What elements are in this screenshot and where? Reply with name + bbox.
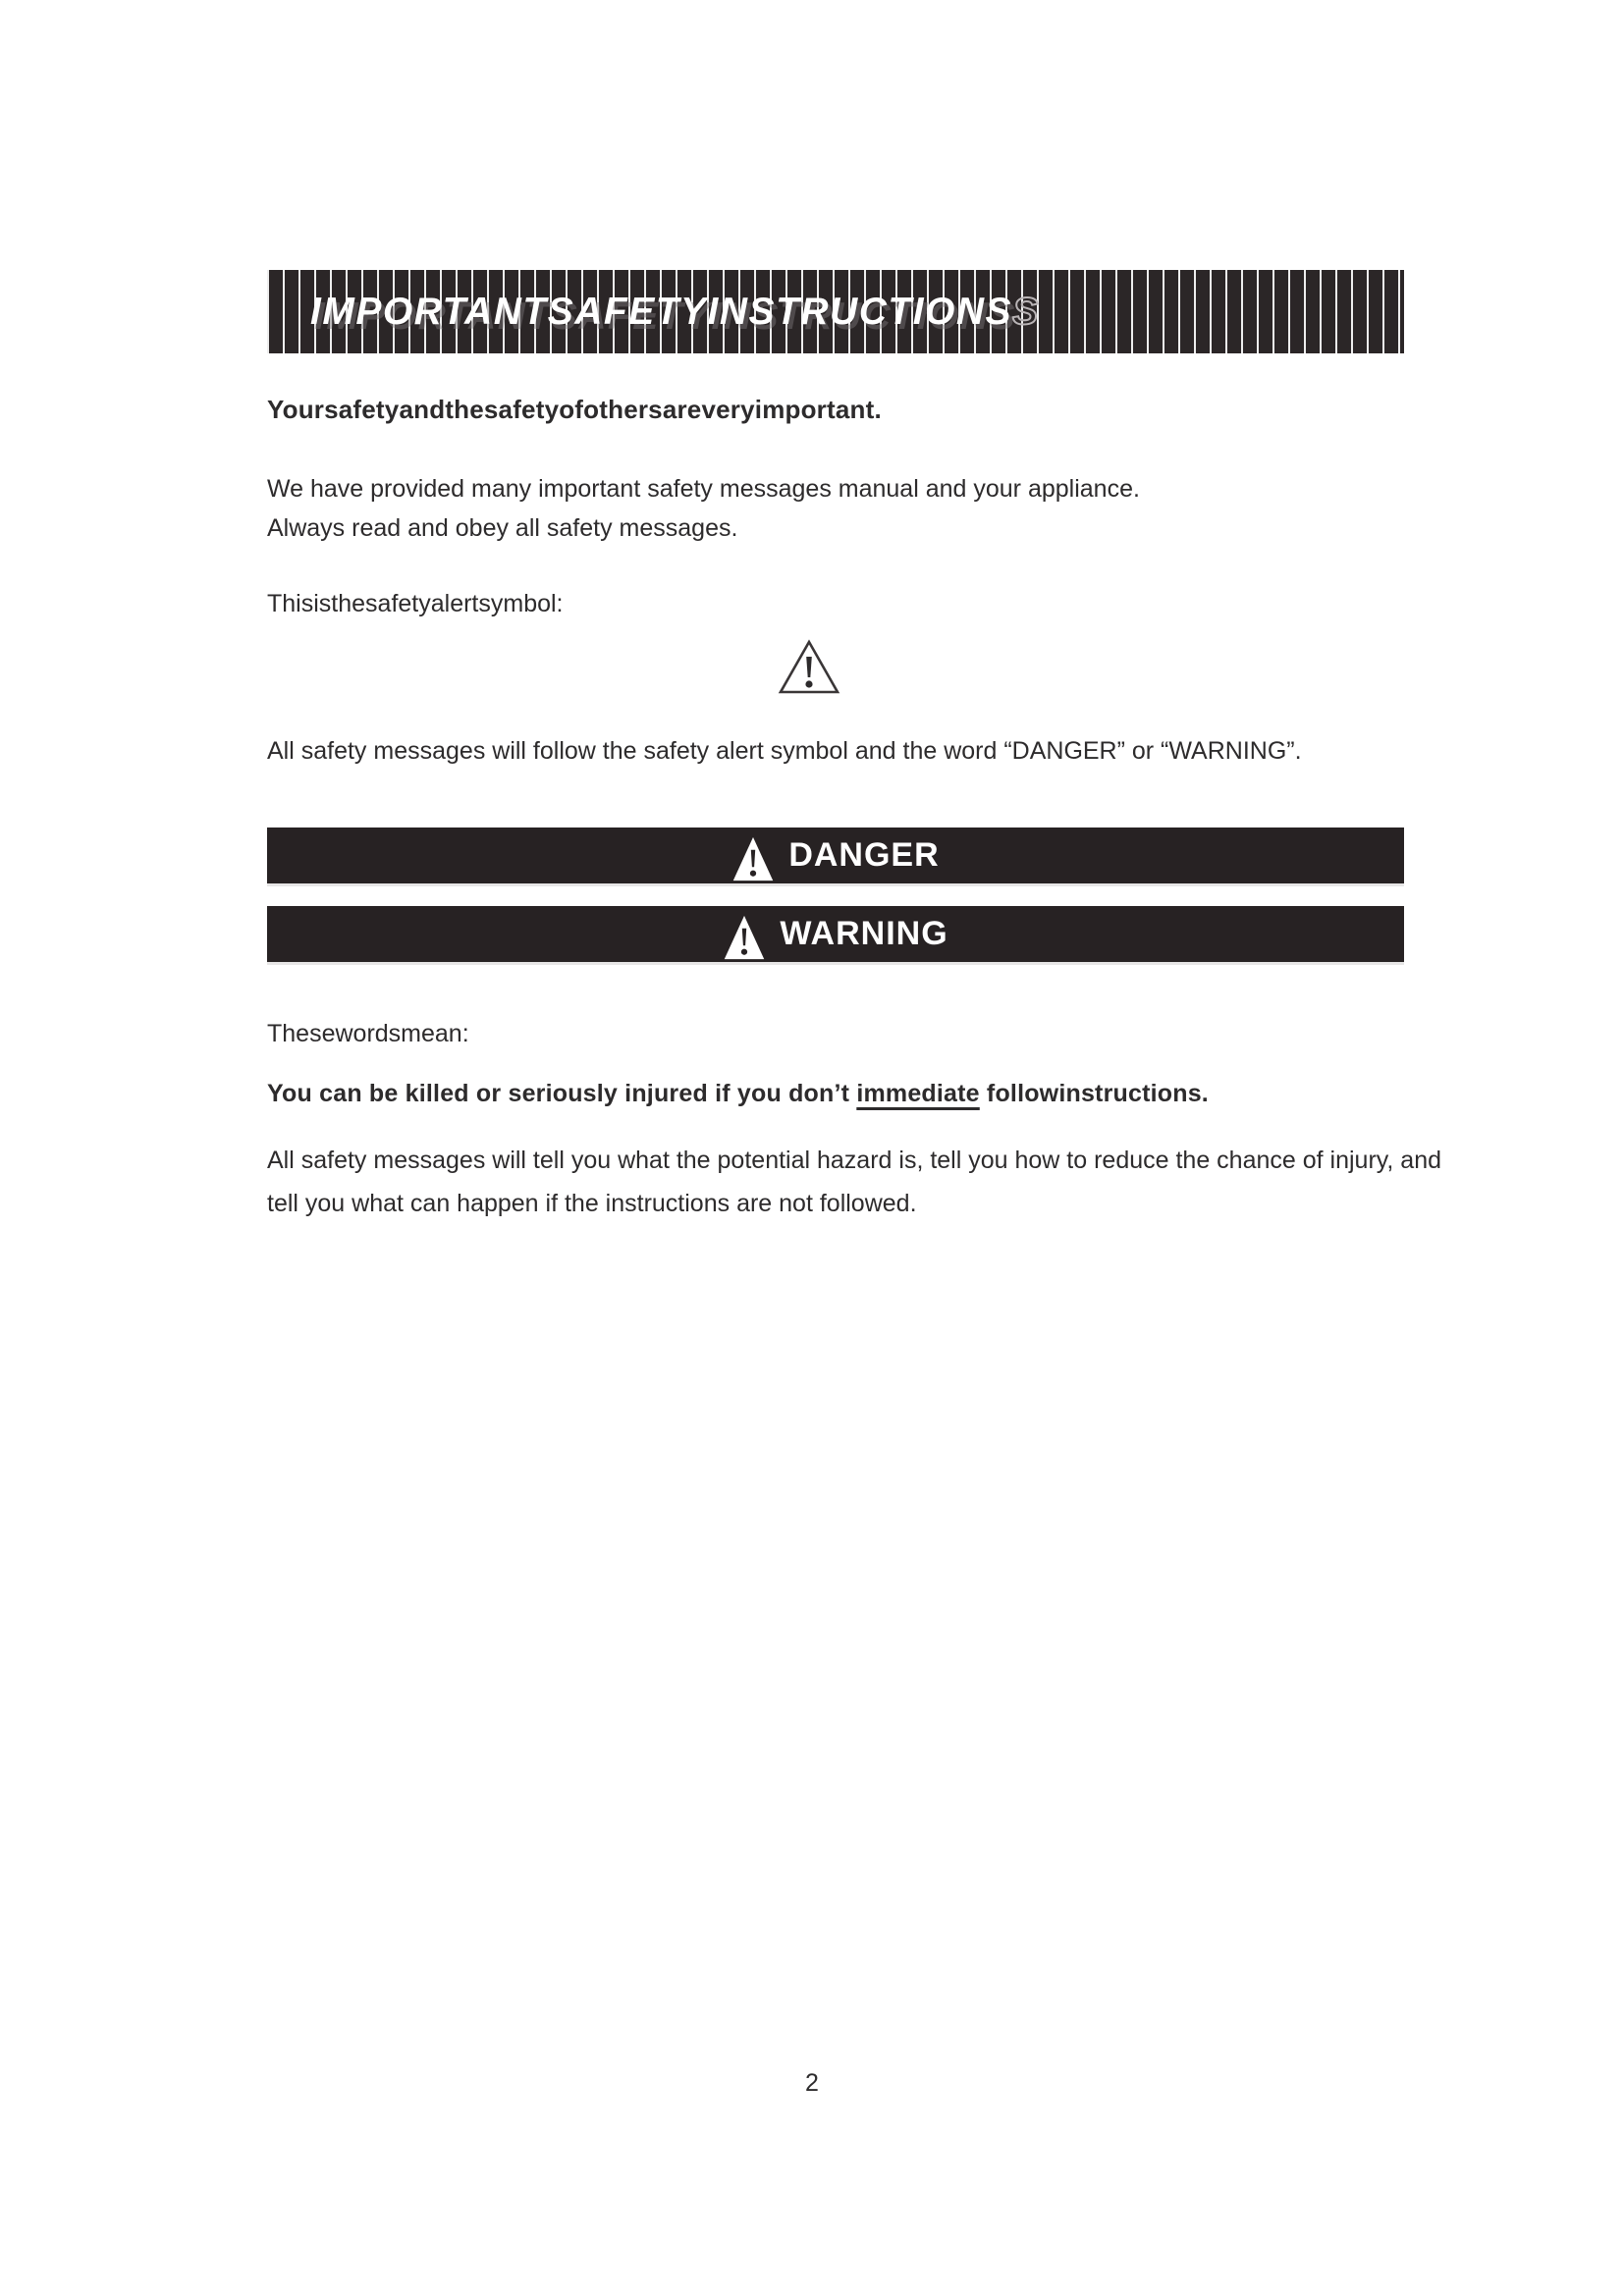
killed-warning-underlined: immediate	[856, 1080, 980, 1107]
page-number: 2	[805, 2069, 819, 2097]
warning-triangle-icon	[723, 915, 766, 960]
intro-paragraph-line-2: Always read and obey all safety messages.	[267, 514, 738, 542]
alert-symbol-label: Thisisthesafetyalertsymbol:	[267, 590, 564, 617]
safety-alert-icon	[777, 638, 841, 697]
intro-paragraph-line-1: We have provided many important safety messages manual and your appliance.	[267, 475, 1140, 503]
danger-triangle-icon	[731, 836, 775, 881]
danger-label: DANGER	[788, 836, 940, 874]
killed-warning-sentence	[267, 1080, 1435, 1108]
safety-importance-heading: Yoursafetyandthesafetyofothersareveryimportant.	[267, 395, 882, 424]
words-meaning-lead: Thesewordsmean:	[267, 1020, 469, 1047]
warning-label: WARNING	[780, 915, 948, 952]
danger-banner	[267, 828, 1404, 883]
warning-banner	[267, 906, 1404, 962]
page-title-ghost-letter: S	[1012, 290, 1040, 333]
page-title-text: IMPORTANTSAFETYINSTRUCTIONS	[310, 290, 1013, 333]
page-title-banner	[267, 270, 1404, 353]
page-title	[267, 291, 1040, 334]
killed-warning-pre: You can be killed or seriously injured if you don’t	[267, 1080, 857, 1107]
hazard-explanation-paragraph: All safety messages will tell you what the potential hazard is, tell you how to reduce the chance of injury, and tell you what can happen if the instructions are not followed.	[267, 1147, 1442, 1217]
intro-paragraph	[267, 469, 1435, 548]
killed-warning-post: followinstructions.	[979, 1080, 1209, 1107]
signal-word-explanation: All safety messages will follow the safety alert symbol and the word “DANGER” or “WARNING”.	[267, 737, 1302, 765]
